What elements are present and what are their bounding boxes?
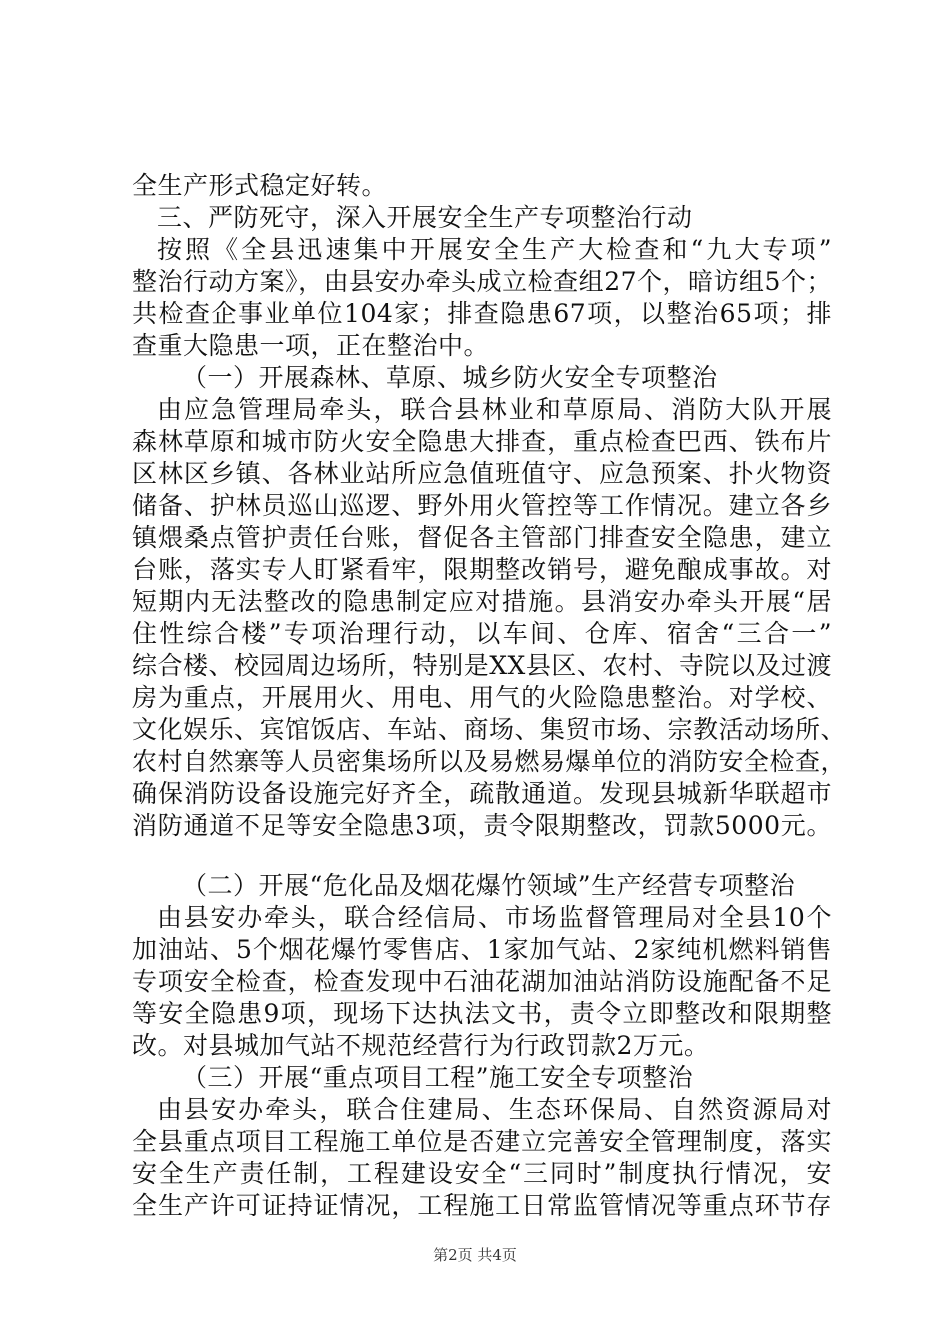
text-line: 加油站、5个烟花爆竹零售店、1家加气站、2家纯机燃料销售 (132, 935, 832, 964)
text-line: 农村自然寨等人员密集场所以及易燃易爆单位的消防安全检查， (132, 747, 847, 776)
text-line: 由应急管理局牵头，联合县林业和草原局、消防大队开展 (157, 395, 832, 424)
text-line: 镇煨桑点管护责任台账，督促各主管部门排查安全隐患，建立 (132, 523, 832, 552)
text-line: 按照《全县迅速集中开展安全生产大检查和“九大专项” (157, 235, 832, 264)
text-line: 台账，落实专人盯紧看牢，限期整改销号，避免酿成事故。对 (132, 555, 832, 584)
text-line: （二）开展“危化品及烟花爆竹领域”生产经营专项整治 (182, 871, 796, 900)
text-line: （一）开展森林、草原、城乡防火安全专项整治 (182, 363, 718, 392)
text-line: 三、严防死守，深入开展安全生产专项整治行动 (157, 203, 693, 232)
text-line: 房为重点，开展用火、用电、用气的火险隐患整治。对学校、 (132, 683, 832, 712)
text-line: 短期内无法整改的隐患制定应对措施。县消安办牵头开展“居 (132, 587, 832, 616)
text-line: 改。对县城加气站不规范经营行为行政罚款2万元。 (132, 1031, 710, 1060)
text-line: 整治行动方案》，由县安办牵头成立检查组27个，暗访组5个； (132, 267, 832, 296)
text-line: 文化娱乐、宾馆饭店、车站、商场、集贸市场、宗教活动场所、 (132, 715, 847, 744)
text-line: 共检查企事业单位104家；排查隐患67项，以整治65项；排 (132, 299, 832, 328)
text-line: 安全生产责任制，工程建设安全“三同时”制度执行情况，安 (132, 1159, 832, 1188)
text-line: 森林草原和城市防火安全隐患大排查，重点检查巴西、铁布片 (132, 427, 832, 456)
text-line: 等安全隐患9项，现场下达执法文书，责令立即整改和限期整 (132, 999, 832, 1028)
text-line: 由县安办牵头，联合经信局、市场监督管理局对全县10个 (157, 903, 832, 932)
text-line: 专项安全检查，检查发现中石油花湖加油站消防设施配备不足 (132, 967, 832, 996)
text-line: 查重大隐患一项，正在整治中。 (132, 331, 490, 360)
text-line: 住性综合楼”专项治理行动，以车间、仓库、宿舍“三合一” (132, 619, 832, 648)
page-footer: 第2页 共4页 (433, 1246, 517, 1264)
text-line: 全县重点项目工程施工单位是否建立完善安全管理制度，落实 (132, 1127, 832, 1156)
text-line: 消防通道不足等安全隐患3项，责令限期整改，罚款5000元。 (132, 811, 832, 840)
text-line: 综合楼、校园周边场所，特别是XX县区、农村、寺院以及过渡 (132, 651, 832, 680)
paragraph-gap (132, 842, 832, 870)
text-line: 区林区乡镇、各林业站所应急值班值守、应急预案、扑火物资 (132, 459, 832, 488)
text-line: 确保消防设备设施完好齐全，疏散通道。发现县城新华联超市 (132, 779, 832, 808)
document-body (132, 170, 847, 1222)
text-line: 由县安办牵头，联合住建局、生态环保局、自然资源局对 (157, 1095, 832, 1124)
text-line: 全生产许可证持证情况，工程施工日常监管情况等重点环节存 (132, 1191, 832, 1220)
text-line: （三）开展“重点项目工程”施工安全专项整治 (182, 1063, 694, 1092)
text-line: 储备、护林员巡山巡逻、野外用火管控等工作情况。建立各乡 (132, 491, 832, 520)
text-line: 全生产形式稳定好转。 (132, 171, 388, 200)
